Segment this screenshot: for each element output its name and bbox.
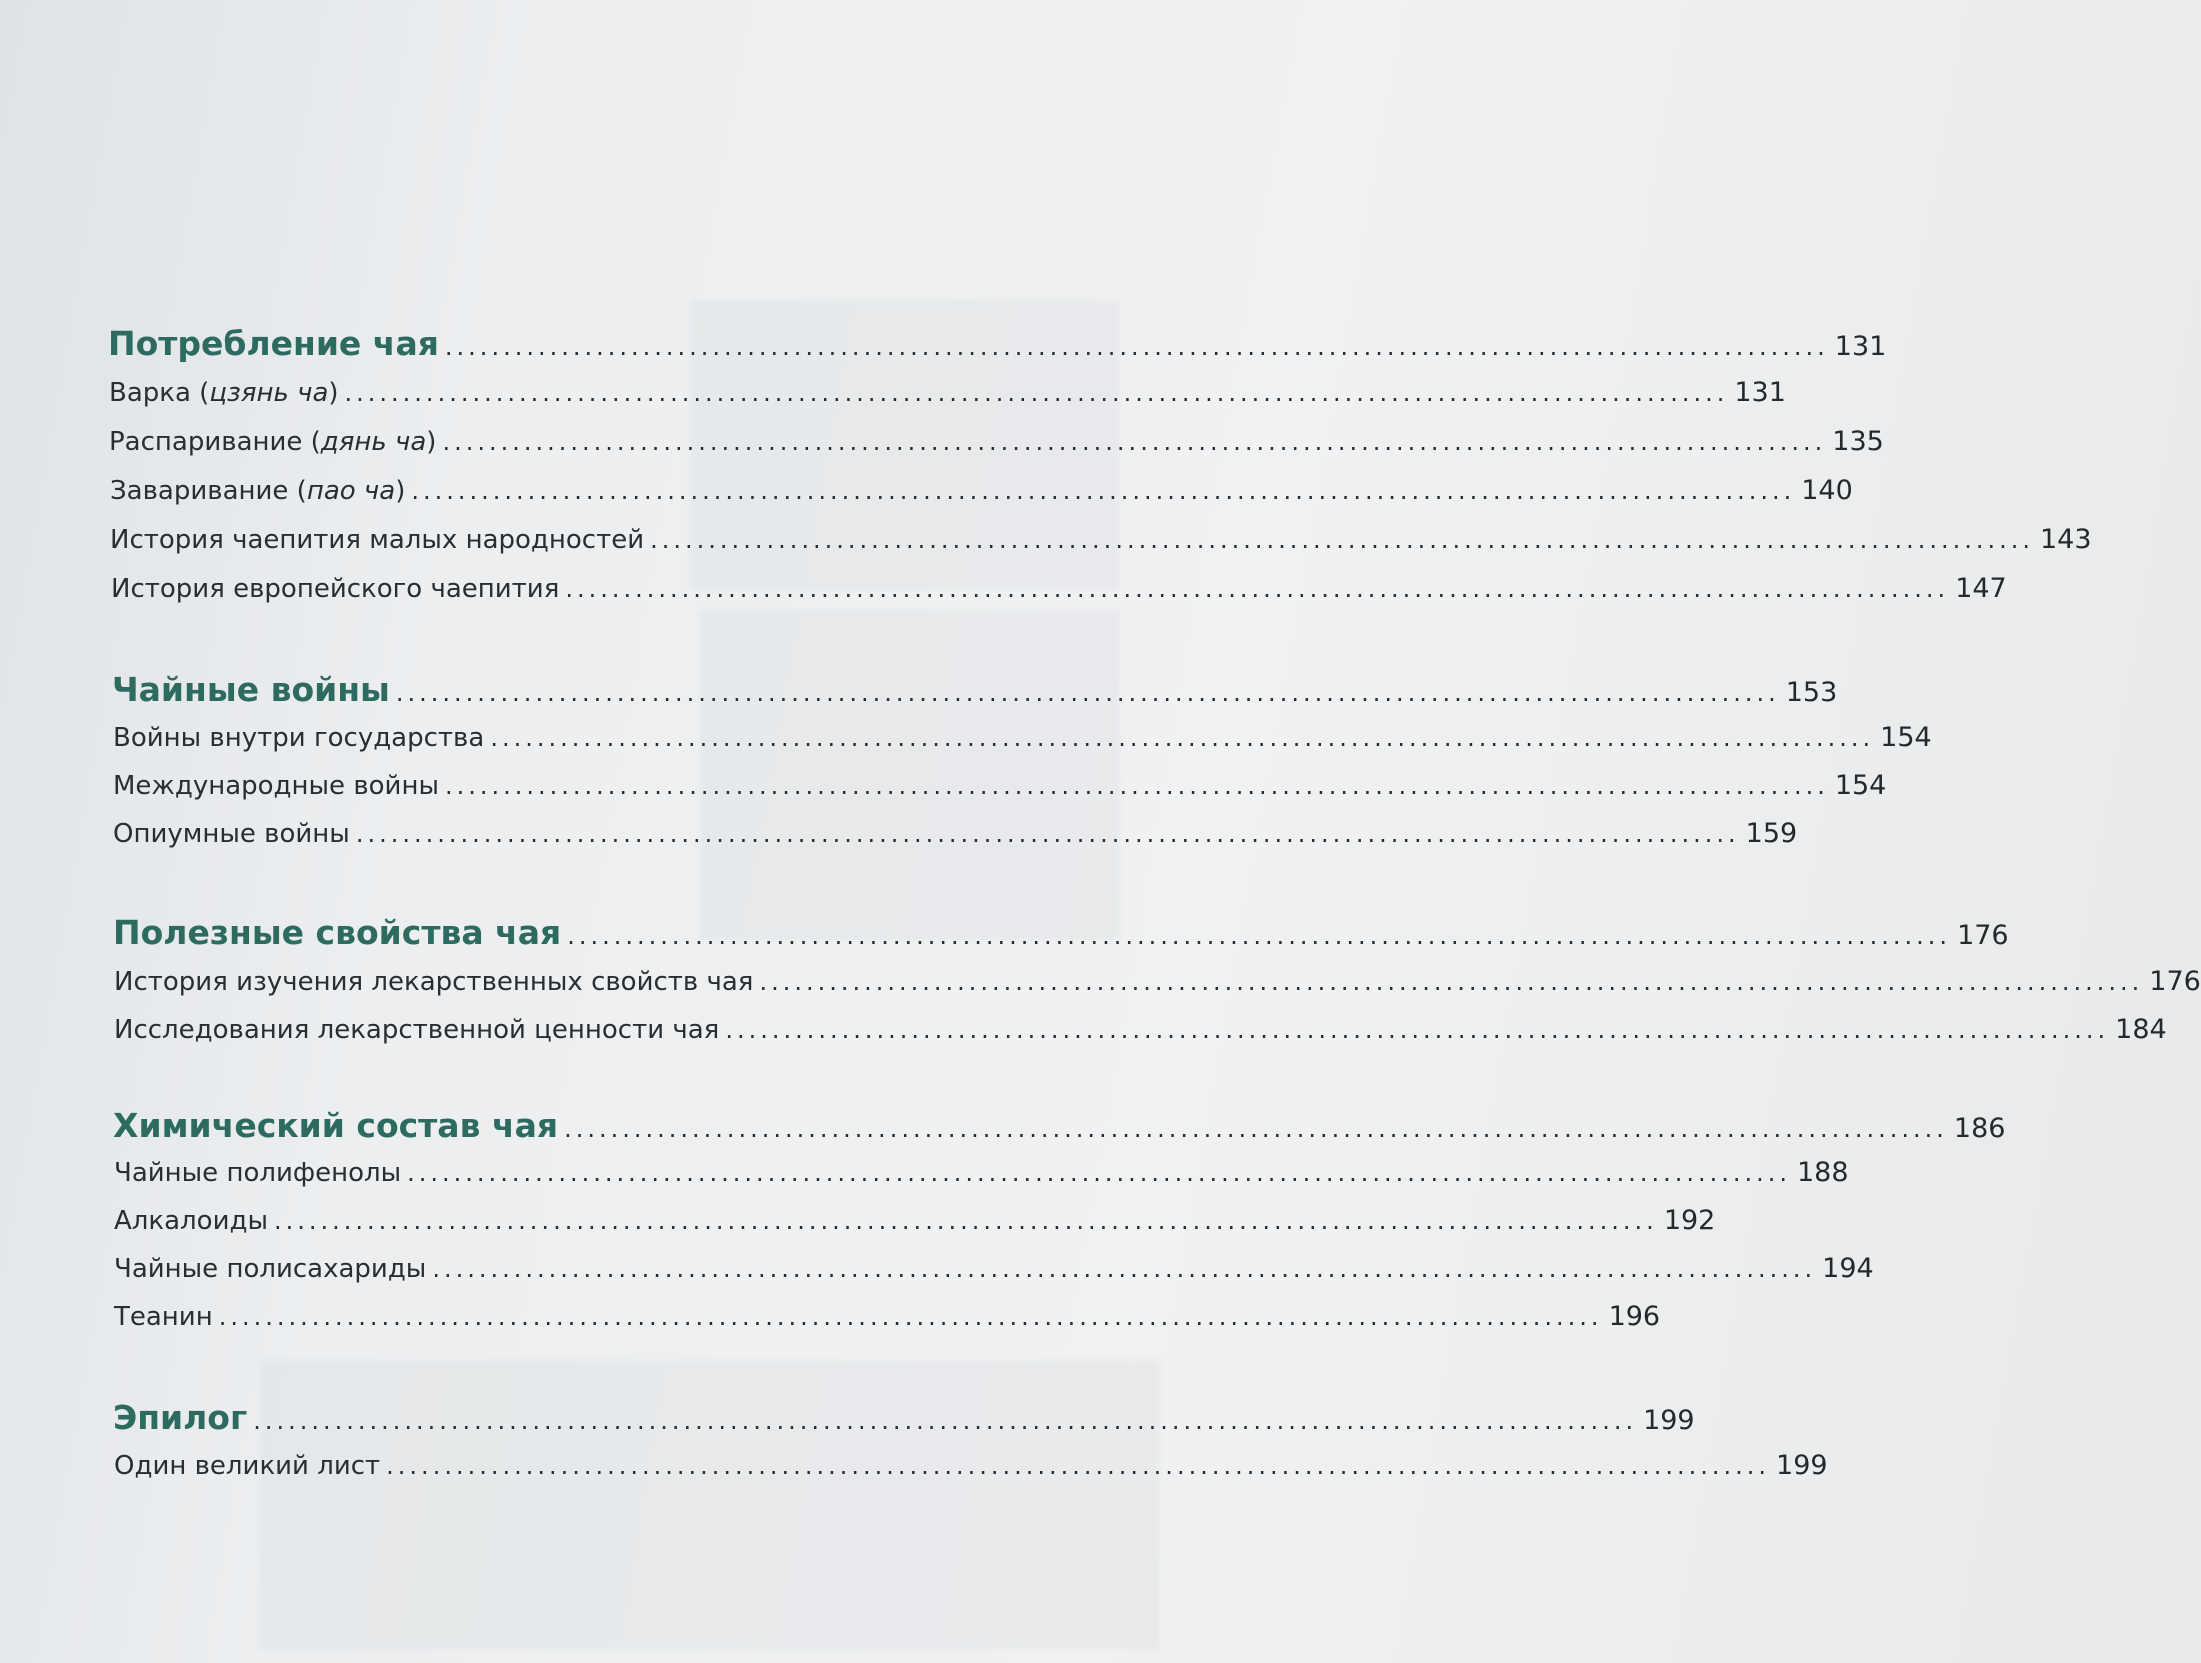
page-number: 176 — [2149, 966, 2201, 997]
entry-title: История чаепития малых народностей — [110, 525, 645, 555]
toc-section-heading[interactable] — [113, 1398, 1695, 1437]
entry-title: Чайные полифенолы — [114, 1158, 402, 1188]
entry-title: Алкалоиды — [114, 1206, 268, 1236]
page-number: 159 — [1745, 818, 1798, 849]
toc-entry[interactable] — [110, 475, 1853, 506]
page-number: 188 — [1797, 1157, 1849, 1188]
entry-title: Теанин — [114, 1302, 213, 1332]
toc-entry[interactable] — [114, 1253, 1874, 1284]
toc-entry[interactable] — [113, 722, 1932, 753]
dot-leader: ....................................................................................................................... — [273, 1207, 1658, 1235]
toc-entry[interactable] — [109, 377, 1786, 408]
page-number: 143 — [2040, 524, 2092, 555]
toc-entry[interactable] — [113, 770, 1887, 801]
page-number: 199 — [1776, 1450, 1828, 1481]
dot-leader: ....................................................................................................................... — [395, 679, 1780, 707]
section-title: Эпилог — [113, 1398, 248, 1437]
dot-leader: ....................................................................................................................... — [564, 1115, 1948, 1143]
dot-leader: ....................................................................................................................... — [444, 772, 1829, 800]
entry-title: История изучения лекарственных свойств чая — [114, 967, 754, 997]
page-number: 135 — [1832, 426, 1884, 457]
section-title: Химический состав чая — [113, 1106, 559, 1145]
toc-entry[interactable] — [114, 1301, 1661, 1332]
toc-entry[interactable] — [114, 1157, 1849, 1188]
dot-leader: ....................................................................................................................... — [650, 526, 2034, 554]
entry-title: Опиумные войны — [113, 819, 350, 849]
toc-entry[interactable] — [109, 426, 1884, 457]
entry-title: Войны внутри государства — [113, 723, 485, 753]
dot-leader: ....................................................................................................................... — [442, 428, 1827, 456]
entry-title: Один великий лист — [114, 1451, 381, 1481]
page-number: 154 — [1880, 722, 1932, 753]
page-number: 154 — [1834, 770, 1887, 801]
page-number: 131 — [1734, 377, 1786, 408]
page-number: 196 — [1608, 1301, 1661, 1332]
entry-title-italic: цзянь ча — [209, 378, 329, 408]
toc-section-heading[interactable] — [112, 670, 1838, 709]
page-number: 176 — [1957, 920, 2009, 951]
dot-leader: ....................................................................................................................... — [565, 575, 1950, 603]
dot-leader: ....................................................................................................................... — [411, 477, 1796, 505]
toc-entry[interactable] — [110, 524, 2092, 555]
entry-title: Чайные полисахариды — [114, 1254, 427, 1284]
entry-title: Исследования лекарственной ценности чая — [114, 1015, 720, 1045]
toc-section-heading[interactable] — [108, 324, 1887, 363]
page-number: 192 — [1663, 1205, 1716, 1236]
dot-leader: ....................................................................................................................... — [759, 968, 2144, 996]
dot-leader: ....................................................................................................................... — [432, 1255, 1817, 1283]
page-number: 194 — [1822, 1253, 1874, 1284]
dot-leader: ....................................................................................................................... — [218, 1303, 1603, 1331]
page-number: 199 — [1643, 1405, 1695, 1436]
dot-leader: ....................................................................................................................... — [344, 379, 1729, 407]
page-number: 184 — [2115, 1014, 2167, 1045]
toc-entry[interactable] — [113, 818, 1798, 849]
entry-title-italic: пао ча — [306, 476, 396, 506]
page-number: 147 — [1955, 573, 2007, 604]
dot-leader: ....................................................................................................................... — [725, 1016, 2110, 1044]
dot-leader: ....................................................................................................................... — [407, 1159, 1791, 1187]
toc-entry[interactable] — [114, 966, 2201, 997]
page-number: 140 — [1801, 475, 1853, 506]
toc-section-heading[interactable] — [113, 913, 2009, 952]
toc-section-heading[interactable] — [113, 1106, 2006, 1145]
toc-entry[interactable] — [114, 1205, 1716, 1236]
entry-title: История европейского чаепития — [111, 574, 560, 604]
section-title: Потребление чая — [108, 324, 439, 363]
page-number: 131 — [1834, 331, 1887, 362]
entry-title: Распаривание (дянь ча) — [109, 427, 437, 457]
dot-leader: ....................................................................................................................... — [386, 1452, 1771, 1480]
dot-leader: ....................................................................................................................... — [490, 724, 1875, 752]
dot-leader: ....................................................................................................................... — [567, 922, 1952, 950]
page-number: 153 — [1785, 677, 1838, 708]
section-title: Чайные войны — [112, 670, 390, 709]
dot-leader: ....................................................................................................................... — [253, 1407, 1638, 1435]
dot-leader: ....................................................................................................................... — [444, 333, 1829, 361]
entry-title: Варка (цзянь ча) — [109, 378, 339, 408]
toc-entry[interactable] — [111, 573, 2007, 604]
page-number: 186 — [1953, 1113, 2006, 1144]
toc-entry[interactable] — [114, 1450, 1828, 1481]
section-title: Полезные свойства чая — [113, 913, 562, 952]
toc-entry[interactable] — [114, 1014, 2167, 1045]
entry-title: Международные войны — [113, 771, 439, 801]
entry-title-italic: дянь ча — [320, 427, 427, 457]
dot-leader: ....................................................................................................................... — [355, 820, 1740, 848]
entry-title: Заваривание (пао ча) — [110, 476, 406, 506]
